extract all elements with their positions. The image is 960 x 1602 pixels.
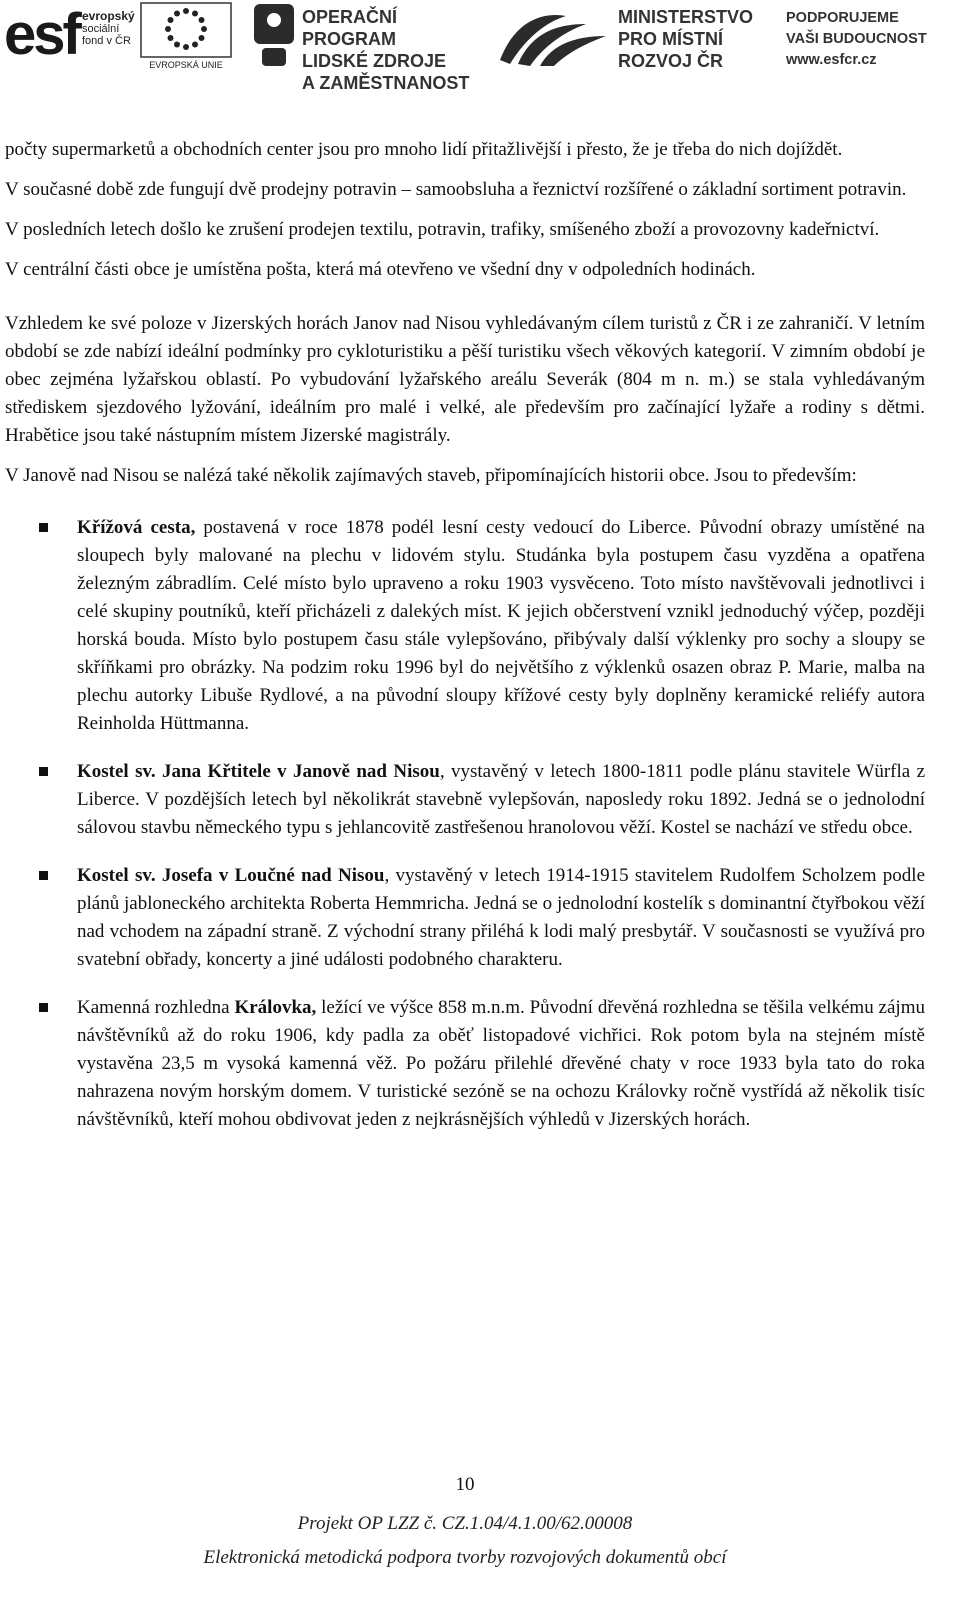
- paragraph: Vzhledem ke své poloze v Jizerských horách Janov nad Nisou vyhledávaným cílem turistů z ČR i ze zahraničí. V letním období se zde nabízí ideální podmínky pro cykloturistiku a pěší turistiku všech věkových kategorií. V zimním období je obec zejména lyžařskou oblastí. Po vybudování lyžařského areálu Severák (804 m n. m.) se stala vyhledávaným střediskem sjezdového lyžování, ideálním pro malé i velké, ale především pro začínající lyžaře a rodiny s dětmi. Hrabětice jsou také nástupním místem Jizerské magistrály.: [5, 313, 925, 446]
- paragraph: V posledních letech došlo ke zrušení prodejen textilu, potravin, trafiky, smíšeného zboží a provozovny kadeřnictví.: [5, 219, 880, 240]
- square-bullet-icon: [39, 1003, 48, 1012]
- page-number: 10: [455, 1474, 475, 1495]
- op-text: OPERAČNÍ PROGRAM LIDSKÉ ZDROJE A ZAMĚSTNANOST: [302, 7, 470, 93]
- square-bullet-icon: [39, 767, 48, 776]
- square-bullet-icon: [39, 523, 48, 532]
- paragraph: V centrální části obce je umístěna pošta, která má otevřeno ve všední dny v odpoledních hodinách.: [5, 259, 756, 280]
- list-item: Kostel sv. Jana Křtitele v Janově nad Nisou, vystavěný v letech 1800-1811 podle plánu stavitele Würfla z Liberce. V pozdějších letech byl několikrát stavebně vylepšován, naposledy roku 1892. Jedná se o jednolodní sálovou stavbu německého typu s jehlancovitě zastřešenou hranolovou věží. Kostel se nachází ve středu obce.: [5, 758, 925, 842]
- esf-mark: esf: [4, 2, 79, 67]
- paragraph: V současné době zde fungují dvě prodejny potravin – samoobsluha a řeznictví rozšířené o základní sortiment potravin.: [5, 179, 907, 200]
- op-lzz-logo: [252, 2, 492, 93]
- header-logo-band: [0, 0, 960, 93]
- esf-website: www.esfcr.cz: [786, 52, 877, 68]
- document-body: [5, 136, 925, 1154]
- list-item: Kostel sv. Josefa v Loučné nad Nisou, vystavěný v letech 1914-1915 stavitelem Rudolfem Scholzem podle plánů jabloneckého architekta Roberta Hemmricha. Jedná se o jednolodní kostelík s dominantní čtyřbokou věží nad vchodem na západní straně. Z východní strany přiléhá k lodi malý presbytář. V současnosti se využívá pro svatební obřady, koncerty a jiné události podobného charakteru.: [5, 862, 925, 974]
- mmr-text: MINISTERSTVO PRO MÍSTNÍ ROZVOJ ČR: [618, 7, 754, 71]
- paragraph: počty supermarketů a obchodních center jsou pro mnoho lidí přitažlivější i přesto, že je třeba do nich dojíždět.: [5, 139, 843, 160]
- paragraph: V Janově nad Nisou se nalézá také několik zajímavých staveb, připomínajících historii obce. Jsou to především:: [5, 465, 857, 486]
- list-item: Kamenná rozhledna Královka, ležící ve výšce 858 m.n.m. Původní dřevěná rozhledna se těšila velkému zájmu návštěvníků až do roku 1906, kdy padla za oběť listopadové vichřici. Rok potom byla na stejném místě vystavěna 23,5 m vysoká kamenná věž. Po požáru přilehlé dřevěné chaty v roce 1933 byla tato do roka nahrazena novým horským domem. V turistické sezóně se na ochozu Královky ročně vystřídá až několik tisíc návštěvníků, kteří mohou obdivovat jeden z nejkrásnějších výhledů v Jizerských horách.: [5, 994, 925, 1134]
- eu-logo: [140, 2, 232, 74]
- esf-logo: [4, 2, 135, 74]
- list-item: Křížová cesta, postavená v roce 1878 podél lesní cesty vedoucí do Liberce. Původní obrazy umístěné na sloupech byly malované na plechu v lidovém stylu. Studánka byla postupem času vyzděna a opatřena železným zábradlím. Celé místo bylo upraveno a roku 1903 vysvěceno. Toto místo navštěvovali jednotlivci i celé skupiny poutníků, kteří přicházeli z dalekých míst. K jejich občerstvení vznikl jednoduchý výčep, později horská bouda. Místo bylo postupem času stále vylepšováno, přibývaly další výklenky pro sochy a sloupy se skříňkami pro obrázky. Na podzim roku 1996 byl do největšího z výklenků osazen obraz P. Marie, malba na plechu autorky Libuše Rydlové, a na původní sloupy křížové cesty byly doplněny keramické reliéfy autora Reinholda Hüttmanna.: [5, 514, 925, 738]
- footer-project: Projekt OP LZZ č. CZ.1.04/4.1.00/62.00008: [297, 1513, 633, 1534]
- mmr-emblem-icon: [496, 8, 610, 68]
- eu-flag-icon: [140, 2, 232, 58]
- mmr-logo: [496, 2, 766, 74]
- footer-title: Elektronická metodická podpora tvorby rozvojových dokumentů obcí: [203, 1547, 727, 1568]
- landmark-list: [5, 514, 925, 1134]
- slogan-text: PODPORUJEME VAŠI BUDOUCNOST www.esfcr.cz: [786, 8, 927, 71]
- eu-label: EVROPSKÁ UNIE: [149, 60, 223, 70]
- esf-text: evropský sociální fond v ČR: [82, 9, 135, 47]
- square-bullet-icon: [39, 871, 48, 880]
- slogan-block: [786, 2, 956, 74]
- op-emblem-icon: [252, 4, 296, 68]
